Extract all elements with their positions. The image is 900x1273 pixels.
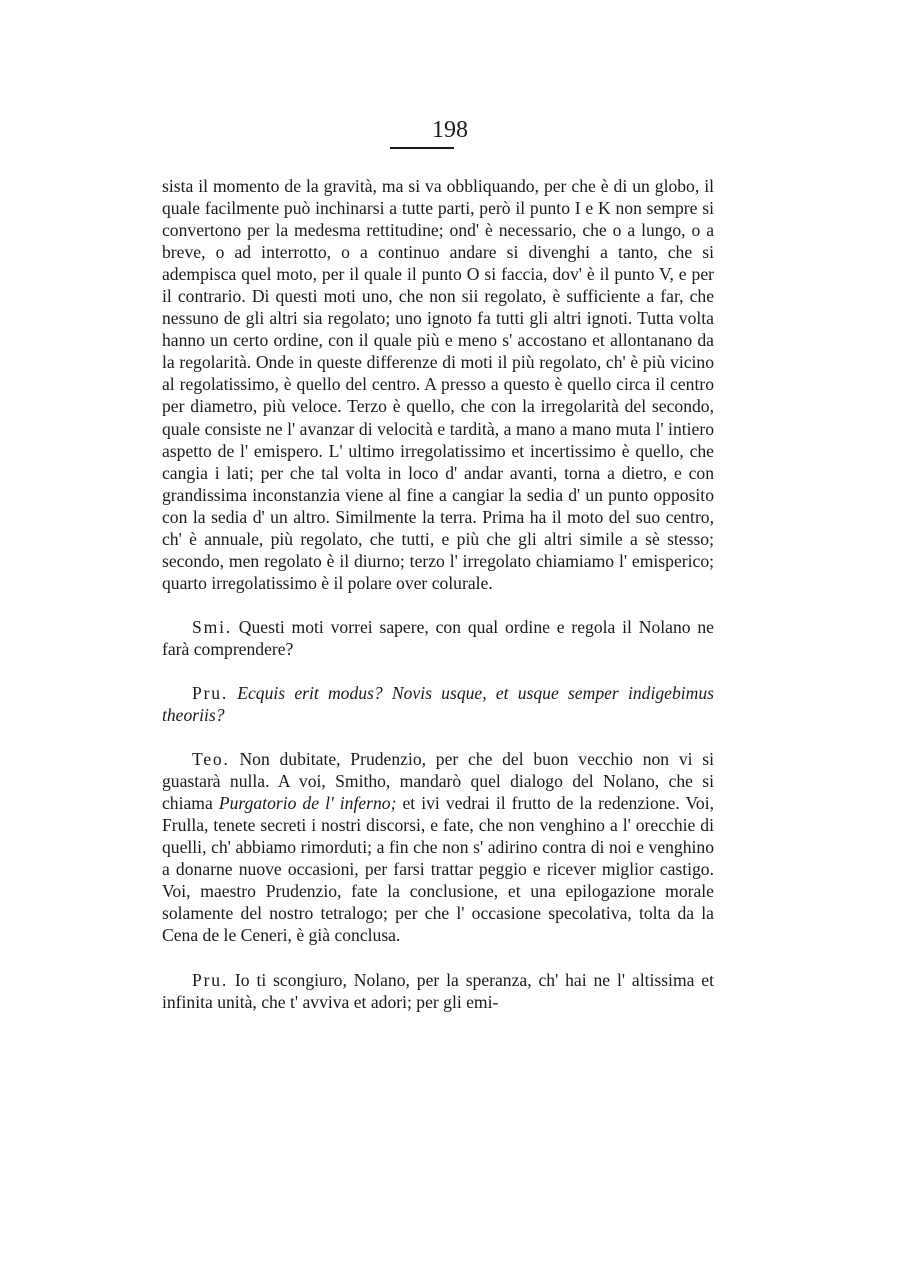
paragraph-text: Non dubitate, Prudenzio, per che del buon vecchio non vi si guastarà nulla. A voi, Smitho, mandarò quel dialogo del Nolano, che si chiama [162,749,714,814]
speaker-name: Pru. [192,969,229,990]
italic-text: Ecquis erit modus? Novis usque, et usque semper indigebimus theoriis? [162,682,714,726]
page-number: 198 [432,117,468,143]
paragraph-text: Questi moti vorrei sapere, con qual ordine e regola il Nolano ne farà comprendere? [162,616,714,659]
text-paragraph [162,175,714,594]
dialogue-paragraph [162,682,714,726]
dialogue-paragraph [162,616,714,660]
dialogue-paragraph [162,969,714,1013]
italic-text: Purgatorio de l' inferno; [218,793,397,814]
paragraph-text: Io ti scongiuro, Nolano, per la speranza, ch' hai ne l' altissima et infinita unità, che t' avviva et adori; per gli emi- [162,969,714,1012]
paragraph-text: sista il momento de la gravità, ma si va obbliquando, per che è di un globo, il quale facilmente può inchinarsi a tutte parti, però il punto I e K non sempre si convertono per la medesma rettitudine; ond' è necessario, che o a lungo, o a breve, o ad interrotto, o a continuo andare si divenghi a tanto, che si adempisca quel moto, per il quale il punto O si faccia, dov' è il punto V, e per il contrario. Di questi moti uno, che non sii regolato, è sufficiente a far, che nessuno de gli altri sia regolato; uno ignoto fa tutti gli altri ignoti. Tutta volta hanno un certo ordine, con il quale più e meno s' accostano et allontanano da la regolarità. Onde in queste differenze di moti il più regolato, ch' è più vicino al regolatissimo, è quello del centro. A presso a questo è quello circa il centro per diametro, più veloce. Terzo è quello, che con la irregolarità del secondo, quale consiste ne l' avanzar di velocità e tardità, a mano a mano muta l' intiero aspetto de l' emispero. L' ultimo irregolatissimo et incertissimo è quello, che cangia i lati; per che tal volta in loco d' andar avanti, torna a dietro, e con grandissima inconstanzia viene al fine a cangiar la sedia d' un punto opposito con la sedia d' un altro. Similmente la terra. Prima ha il moto del suo centro, ch' è annuale, più regolato, che tutti, e più che gli altri simile a sè stesso; secondo, men regolato è il diurno; terzo l' irregolato chiamiamo l' emisperico; quarto irregolatissimo è il polare over colurale. [162,176,714,593]
body-text [162,175,714,1013]
speaker-name: Pru. [192,682,229,703]
speaker-name: Smi. [192,616,232,637]
paragraph-text: et ivi vedrai il frutto de la redenzione. Voi, Frulla, tenete secreti i nostri discorsi, e fate, che non venghino a l' orecchie di quelli, ch' abbiamo rimorduti; a fin che non s' adirino contra di noi e venghino a donarne nuove occasioni, per farsi trattar peggio e ricever miglior castigo. Voi, maestro Prudenzio, fate la conclusione, et una epilogazione morale solamente del nostro tetralogo; per che l' occasione specolativa, tolta da la Cena de le Ceneri, è già conclusa. [162,793,714,946]
page-number-rule [390,147,454,149]
speaker-name: Teo. [192,749,230,770]
dialogue-paragraph [162,748,714,946]
